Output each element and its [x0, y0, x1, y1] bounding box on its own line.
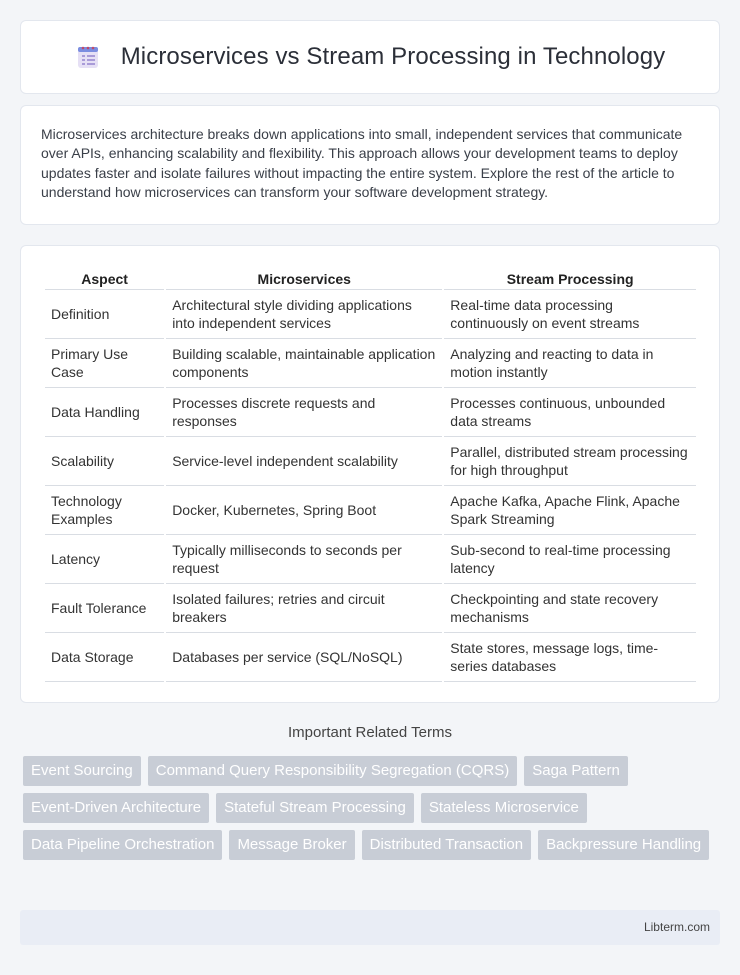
tag-stateful-stream-processing[interactable]: Stateful Stream Processing: [216, 793, 414, 823]
stream-processing-cell: Parallel, distributed stream processing for high throughput: [444, 437, 696, 486]
stream-processing-cell: Real-time data processing continuously on event streams: [444, 290, 696, 339]
microservices-cell: Isolated failures; retries and circuit breakers: [166, 584, 442, 633]
table-row: [45, 388, 696, 437]
table-row: [45, 633, 696, 682]
tag-distributed-transaction[interactable]: Distributed Transaction: [362, 830, 531, 860]
stream-processing-cell: Apache Kafka, Apache Flink, Apache Spark Streaming: [444, 486, 696, 535]
aspect-cell: Latency: [45, 535, 164, 584]
intro-card: [20, 105, 720, 225]
header-aspect: Aspect: [45, 266, 164, 290]
related-terms-tags: [23, 756, 723, 860]
stream-processing-cell: Processes continuous, unbounded data streams: [444, 388, 696, 437]
table-row: [45, 437, 696, 486]
tag-backpressure-handling[interactable]: Backpressure Handling: [538, 830, 709, 860]
tag-message-broker[interactable]: Message Broker: [229, 830, 354, 860]
footer: [20, 910, 720, 945]
microservices-cell: Service-level independent scalability: [166, 437, 442, 486]
aspect-cell: Definition: [45, 290, 164, 339]
microservices-cell: Databases per service (SQL/NoSQL): [166, 633, 442, 682]
microservices-cell: Docker, Kubernetes, Spring Boot: [166, 486, 442, 535]
aspect-cell: Technology Examples: [45, 486, 164, 535]
intro-paragraph: Microservices architecture breaks down applications into small, independent services that communicate over APIs, enhancing scalability and flexibility. This approach allows your development teams to deploy updates faster and isolate failures without impacting the entire system. Explore the rest of the article to understand how microservices can transform your software development strategy.: [41, 126, 683, 200]
tag-cqrs[interactable]: Command Query Responsibility Segregation (CQRS): [148, 756, 517, 786]
table-row: [45, 339, 696, 388]
related-terms-heading: Important Related Terms: [288, 724, 452, 741]
stream-processing-cell: Analyzing and reacting to data in motion instantly: [444, 339, 696, 388]
tag-data-pipeline-orchestration[interactable]: Data Pipeline Orchestration: [23, 830, 222, 860]
table-header-row: [45, 266, 696, 290]
table-row: [45, 535, 696, 584]
aspect-cell: Data Handling: [45, 388, 164, 437]
aspect-cell: Fault Tolerance: [45, 584, 164, 633]
tag-event-driven-architecture[interactable]: Event-Driven Architecture: [23, 793, 209, 823]
header-microservices: Microservices: [166, 266, 442, 290]
comparison-table-card: [20, 245, 720, 703]
stream-processing-cell: Checkpointing and state recovery mechanisms: [444, 584, 696, 633]
microservices-cell: Building scalable, maintainable application components: [166, 339, 442, 388]
page-title: Microservices vs Stream Processing in Technology: [120, 43, 666, 70]
tag-saga-pattern[interactable]: Saga Pattern: [524, 756, 628, 786]
title-card: [20, 20, 720, 94]
aspect-cell: Scalability: [45, 437, 164, 486]
header-stream-processing: Stream Processing: [444, 266, 696, 290]
tag-event-sourcing[interactable]: Event Sourcing: [23, 756, 141, 786]
footer-site-link[interactable]: Libterm.com: [643, 920, 710, 934]
stream-processing-cell: Sub-second to real-time processing latency: [444, 535, 696, 584]
table-row: [45, 584, 696, 633]
table-row: [45, 486, 696, 535]
comparison-table: [43, 266, 698, 682]
document-list-icon: [75, 44, 101, 70]
tag-stateless-microservice[interactable]: Stateless Microservice: [421, 793, 587, 823]
microservices-cell: Processes discrete requests and responses: [166, 388, 442, 437]
aspect-cell: Data Storage: [45, 633, 164, 682]
stream-processing-cell: State stores, message logs, time-series databases: [444, 633, 696, 682]
microservices-cell: Typically milliseconds to seconds per request: [166, 535, 442, 584]
aspect-cell: Primary Use Case: [45, 339, 164, 388]
table-row: [45, 290, 696, 339]
microservices-cell: Architectural style dividing applications into independent services: [166, 290, 442, 339]
